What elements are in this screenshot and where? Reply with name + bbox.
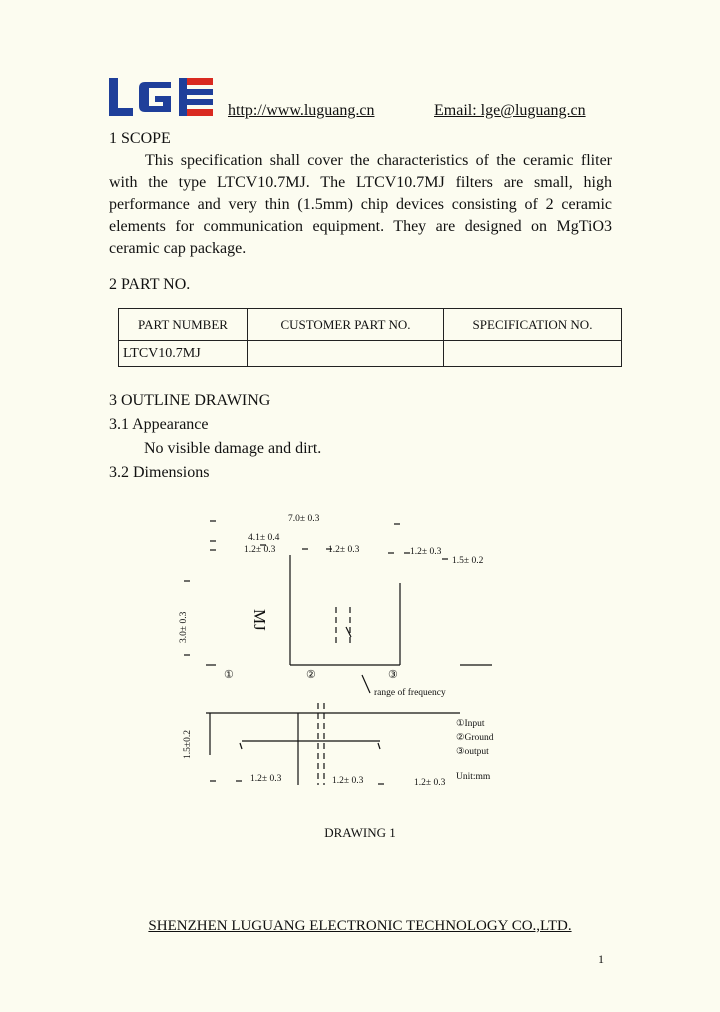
company-logo <box>109 78 213 116</box>
company-name-footer: SHENZHEN LUGUANG ELECTRONIC TECHNOLOGY CO.,LTD. <box>148 918 572 934</box>
dim-30-height: 3.0± 0.3 <box>179 611 189 643</box>
drawing-labels <box>179 514 494 788</box>
pin-1-label: ① <box>224 669 234 681</box>
part-number-table <box>118 308 622 367</box>
scope-paragraph: This specification shall cover the characteristics of the ceramic fliter with the type LTCV10.7MJ. The LTCV10.7MJ filters are small, high performance and very thin (1.5mm) chip devices consisting of 2 ceramic elements for communication equipment. They are designed on MgTiO3 ceramic cap package. <box>109 152 612 257</box>
section-scope-title: 1 SCOPE <box>109 130 171 147</box>
cell-customer-part <box>248 341 444 367</box>
email-address[interactable]: Email: lge@luguang.cn <box>434 102 586 119</box>
dim-41: 4.1± 0.4 <box>248 533 280 543</box>
section-part-title: 2 PART NO. <box>109 276 191 293</box>
legend-input: ①Input <box>456 719 485 729</box>
dim-15-side: 1.5±0.2 <box>183 730 193 759</box>
header-part-number: PART NUMBER <box>119 309 248 341</box>
range-of-frequency-label: range of frequency <box>374 688 446 698</box>
logo-g <box>139 82 171 112</box>
pin-2-label: ② <box>306 669 316 681</box>
website-link[interactable]: http://www.luguang.cn <box>228 102 375 119</box>
pin-3-label: ③ <box>388 669 398 681</box>
logo-l <box>109 78 133 116</box>
drawing-caption: DRAWING 1 <box>324 825 396 840</box>
dim-15-top: 1.5± 0.2 <box>452 556 484 566</box>
dim-bottom-right: 1.2± 0.3 <box>414 778 446 788</box>
header-customer-part: CUSTOMER PART NO. <box>248 309 444 341</box>
dim-12-right: 1.2± 0.3 <box>410 547 442 557</box>
dim-total-length: 7.0± 0.3 <box>288 514 320 524</box>
legend-ground: ②Ground <box>456 733 494 743</box>
drawing-lines <box>184 521 492 785</box>
page-number: 1 <box>598 952 604 966</box>
part-marking: MJ <box>250 609 269 631</box>
dim-12-middle: 1.2± 0.3 <box>328 545 360 555</box>
section-appearance-title: 3.1 Appearance <box>109 416 209 433</box>
table-row <box>119 341 622 367</box>
legend-output: ③output <box>456 747 489 757</box>
header-spec-no: SPECIFICATION NO. <box>444 309 622 341</box>
legend-unit: Unit:mm <box>456 772 491 782</box>
section-outline-title: 3 OUTLINE DRAWING <box>109 392 271 409</box>
section-dimensions-title: 3.2 Dimensions <box>109 464 210 481</box>
logo-e <box>179 78 213 116</box>
dim-12-left: 1.2± 0.3 <box>244 545 276 555</box>
dim-bottom-left: 1.2± 0.3 <box>250 774 282 784</box>
cell-spec-no <box>444 341 622 367</box>
dim-bottom-middle: 1.2± 0.3 <box>332 776 364 786</box>
outline-drawing <box>170 505 530 805</box>
appearance-text: No visible damage and dirt. <box>144 440 322 457</box>
table-header-row <box>119 309 622 341</box>
cell-part-number: LTCV10.7MJ <box>119 341 248 367</box>
